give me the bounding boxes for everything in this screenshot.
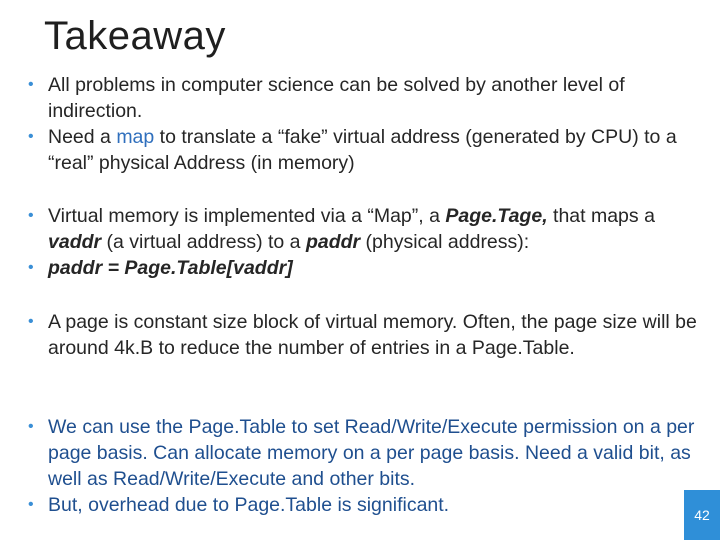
map-keyword: map <box>116 126 155 148</box>
bullet-group-permissions <box>28 414 708 518</box>
bullet-icon: • <box>28 207 34 224</box>
bullet-icon: • <box>28 76 34 93</box>
bullet-icon: • <box>28 259 34 276</box>
formula-text: paddr = Page.Table[vaddr] <box>48 257 293 279</box>
bullet-item <box>28 492 708 518</box>
bullet-text-pre: Need a <box>48 126 117 148</box>
bullet-item <box>28 203 708 255</box>
bullet-text-post: to translate a “fake” virtual address (generated by CPU) to a “real” physical Address (in memory) <box>48 126 677 174</box>
page-number-badge: 42 <box>684 490 720 540</box>
paddr-term: paddr <box>305 231 361 253</box>
bullet-text: A page is constant size block of virtual memory. Often, the page size will be around 4k.B to reduce the number of entries in a Page.Table. <box>48 311 697 359</box>
bullet-text: We can use the Page.Table to set Read/Write/Execute permission on a per page basis. Can allocate memory on a per page basis. Need a valid bit, as well as Read/Write/Execute and other bits. <box>48 416 695 490</box>
bullet-text: that maps a <box>547 205 655 227</box>
bullet-icon: • <box>28 496 34 513</box>
bullet-icon: • <box>28 128 34 145</box>
vaddr-term: vaddr <box>48 231 102 253</box>
bullet-item <box>28 414 708 492</box>
bullet-icon: • <box>28 313 34 330</box>
bullet-item <box>28 309 708 361</box>
bullet-icon: • <box>28 418 34 435</box>
bullet-group-page-size <box>28 309 708 361</box>
bullet-group-indirection <box>28 72 708 176</box>
pagetage-term: Page.Tage, <box>445 205 548 227</box>
bullet-item <box>28 124 708 176</box>
slide-title: Takeaway <box>44 14 226 58</box>
bullet-text: (a virtual address) to a <box>101 231 306 253</box>
bullet-text: (physical address): <box>360 231 530 253</box>
bullet-text: But, overhead due to Page.Table is significant. <box>48 494 450 516</box>
bullet-text: All problems in computer science can be solved by another level of indirection. <box>48 74 625 122</box>
bullet-item <box>28 255 708 281</box>
bullet-text: Virtual memory is implemented via a “Map”, a <box>48 205 446 227</box>
bullet-group-pagetable <box>28 203 708 281</box>
bullet-item <box>28 72 708 124</box>
